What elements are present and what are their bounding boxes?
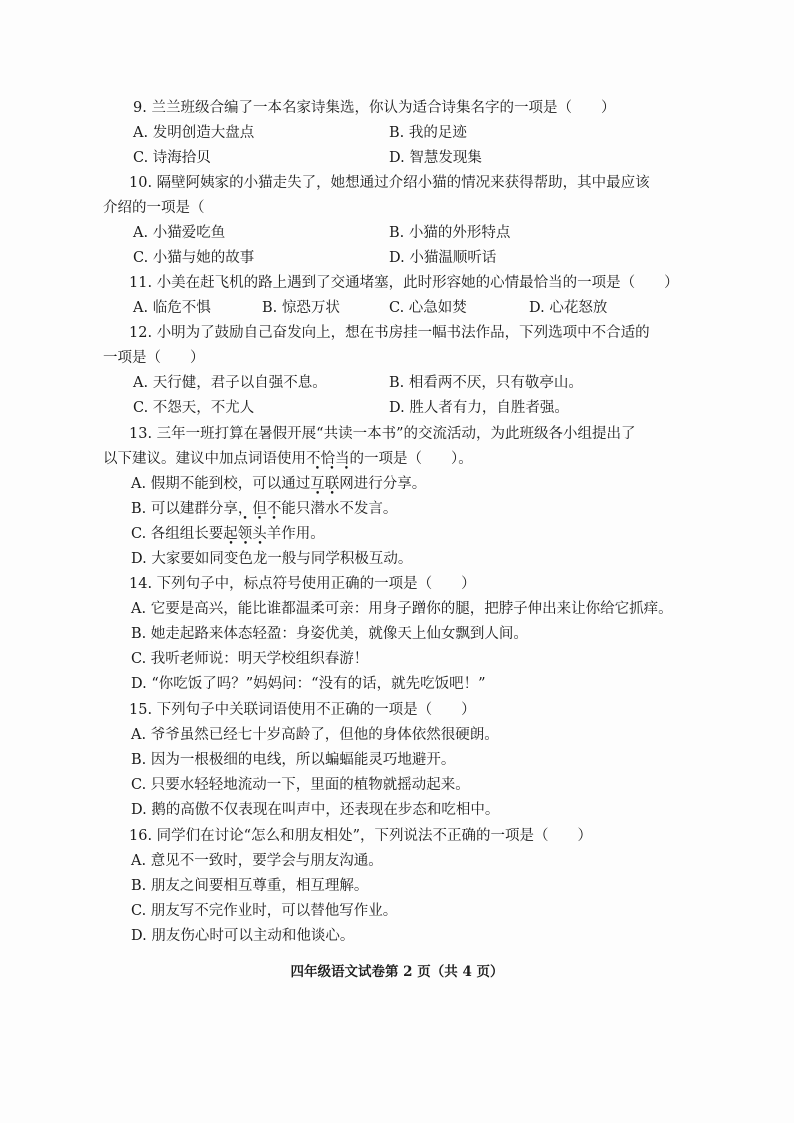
question-13-stem-line-1: 13. 三年一班打算在暑假开展“共读一本书”的交流活动，为此班级各小组提出了 (129, 426, 636, 442)
question-14-stem: 14. 下列句子中，标点符号使用正确的一项是（ ） (129, 576, 476, 592)
question-11-option-a: A. 临危不惧 (133, 300, 211, 316)
question-16-stem: 16. 同学们在讨论“怎么和朋友相处”，下列说法不正确的一项是（ ） (129, 828, 592, 844)
question-12-stem-line-2: 一项是（ ） (103, 350, 205, 366)
question-11-option-d: D. 心花怒放 (529, 300, 608, 316)
question-15-option-b: B. 因为一根极细的电线，所以蝙蝠能灵巧地避开。 (131, 752, 456, 768)
question-16-option-c: C. 朋友写不完作业时，可以替他写作业。 (131, 903, 398, 919)
question-15-stem: 15. 下列句子中关联词语使用不正确的一项是（ ） (129, 702, 476, 718)
dotted-char: 互 (310, 476, 325, 492)
question-10-option-c: C. 小猫与她的故事 (133, 250, 255, 266)
option-text: C. 各组组长要起 (131, 526, 238, 542)
question-9-option-a: A. 发明创造大盘点 (133, 125, 255, 141)
dotted-char: 变 (223, 551, 239, 567)
dotted-char: 头 (252, 526, 267, 542)
option-text: A. 假期不能到校，可以通过 (131, 476, 311, 492)
question-14-option-a: A. 它要是高兴，能比谁都温柔可亲：用身子蹭你的腿，把脖子伸出来让你给它抓痒。 (131, 601, 673, 617)
option-text: D. 大家要如同 (131, 551, 224, 567)
dotted-char: 联 (324, 476, 340, 492)
question-12-option-a: A. 天行健，君子以自强不息。 (133, 375, 327, 391)
option-text: 作用。 (281, 526, 325, 542)
question-9-option-c: C. 诗海拾贝 (133, 150, 211, 166)
question-10-stem-line-1: 10. 隔壁阿姨家的小猫走失了，她想通过介绍小猫的情况来获得帮助，其中最应该 (129, 175, 650, 191)
question-10-option-d: D. 小猫温顺听话 (389, 250, 497, 266)
question-12-option-c: C. 不怨天，不尤人 (133, 400, 255, 416)
dotted-char: 潜 (310, 501, 325, 517)
question-16-option-a: A. 意见不一致时，要学会与朋友沟通。 (131, 853, 383, 869)
question-10-option-b: B. 小猫的外形特点 (389, 225, 511, 241)
question-13-option-a (131, 474, 426, 494)
question-15-option-d: D. 鹅的高傲不仅表现在叫声中，还表现在步态和吃相中。 (131, 802, 500, 818)
option-text: 不发言。 (339, 501, 398, 517)
question-9-stem: 9. 兰兰班级合编了一本名家诗集选，你认为适合诗集名字的一项是（ ） (133, 100, 616, 116)
question-12-stem-line-1: 12. 小明为了鼓励自己奋发向上，想在书房挂一幅书法作品，下列选项中不合适的 (129, 325, 650, 341)
question-16-option-b: B. 朋友之间要相互尊重，相互理解。 (131, 878, 369, 894)
question-13-option-b (131, 499, 397, 519)
dotted-char: 领 (237, 526, 253, 542)
question-10-stem-line-2: 介绍的一项是（ (103, 200, 205, 216)
question-16-option-d: D. 朋友伤心时可以主动和他谈心。 (131, 928, 355, 944)
dotted-char: 网 (339, 476, 354, 492)
question-15-option-a: A. 爷爷虽然已经七十岁高龄了，但他的身体依然很硬朗。 (131, 727, 499, 743)
question-13-option-d (131, 549, 412, 569)
dotted-char: 龙 (252, 551, 268, 567)
option-text: 一般与同学积极互动。 (267, 551, 413, 567)
question-14-option-b: B. 她走起路来体态轻盈：身姿优美，就像天上仙女飘到人间。 (131, 626, 528, 642)
question-9-option-b: B. 我的足迹 (389, 125, 467, 141)
question-11-option-c: C. 心急如焚 (389, 300, 467, 316)
question-12-option-b: B. 相看两不厌，只有敬亭山。 (389, 375, 583, 391)
dotted-char: 色 (238, 551, 253, 567)
question-15-option-c: C. 只要水轻轻地流动一下，里面的植物就摇动起来。 (131, 777, 470, 793)
question-14-option-d: D. “你吃饭了吗？”妈妈问：“没有的话，就先吃饭吧！” (131, 676, 486, 692)
question-12-option-d: D. 胜人者有力，自胜者强。 (389, 400, 569, 416)
dotted-char: 羊 (266, 526, 282, 542)
option-text: B. 可以建群分享，但不能只 (131, 501, 311, 517)
option-text: 进行分享。 (353, 476, 427, 492)
question-10-option-a: A. 小猫爱吃鱼 (133, 225, 226, 241)
question-11-option-b: B. 惊恐万状 (262, 300, 340, 316)
question-14-option-c: C. 我听老师说：明天学校组织春游！ (131, 651, 369, 667)
dotted-char: 水 (324, 501, 340, 517)
question-11-stem: 11. 小美在赶飞机的路上遇到了交通堵塞，此时形容她的心情最恰当的一项是（ ） (129, 275, 679, 291)
page-footer: 四年级语文试卷第 2 页（共 4 页） (290, 964, 504, 980)
question-9-option-d: D. 智慧发现集 (389, 150, 482, 166)
question-13-stem-line-2: 以下建议。建议中加点词语使用不恰当的一项是（ ）。 (103, 451, 473, 467)
